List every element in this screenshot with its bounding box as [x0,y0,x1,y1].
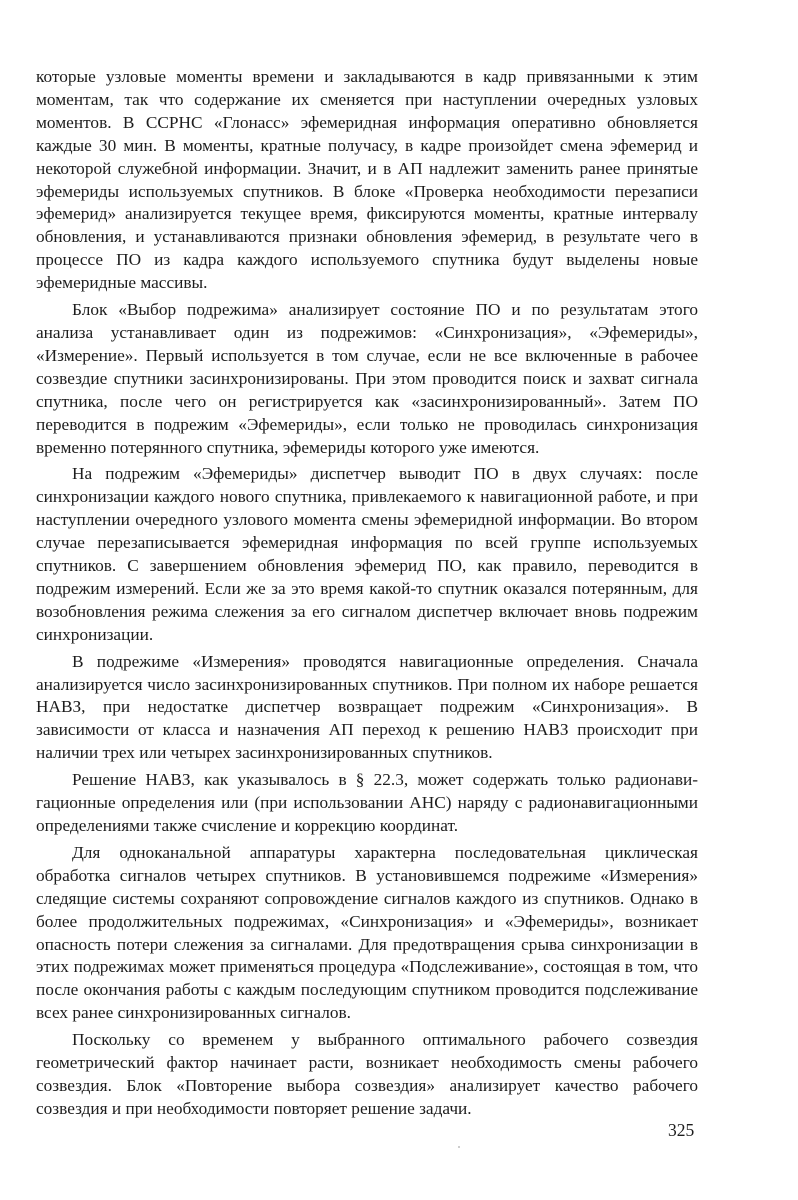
paragraph-mode-selection: Блок «Выбор подрежима» анализирует состояние ПО и по результатам этого анализа устанавливает один из подрежимов: «Синхронизация», «Эфемериды», «Измерение». Первый используется в том случае, если не все включенные в рабочее созвездие спутники засинхронизированы. При этом проводится поиск и захват сигнала спутника, после чего он регистрируется как «засинхронизированный». Затем ПО переводится в подрежим «Эфемериды», если только не проводилась синхронизация временно потерянного спутника, эфемериды которого уже имеются. [36,300,698,457]
scan-speck [458,1146,460,1148]
paragraph-ephemeris-mode: На подрежим «Эфемериды» диспетчер выводит ПО в двух случаях: после синхронизации каждого нового спутника, привлекаемого к навигационной работе, и при наступлении очередного узлового момента смены эфемеридной информации. Во втором случае перезаписывается эфемеридная информация по всей группе используемых спутников. С завершением обновления эфемерид ПО, как правило, переводится в подрежим измерений. Если же за это время какой-то спутник оказался потерянным, для возобновления режима слежения за его сигналом диспетчер включает вновь подрежим синхронизации. [36,464,698,644]
paragraph-constellation-repeat: Поскольку со временем у выбранного оптимального рабочего созвездия геометрический фактор начинает расти, возникает необходимость смены рабочего созвездия. Блок «Повторение выбора созвездия» анализирует качество рабочего созвездия и при необходимости повторяет решение задачи. [36,1030,698,1118]
page-body [36,66,698,1121]
paragraph-single-channel: Для одноканальной аппаратуры характерна последовательная циклическая обработка сигналов четырех спутников. В установившемся подрежиме «Измерения» следящие системы сохраняют сопровождение сигналов каждого из спутников. Однако в более продолжительных подрежимах, «Синхронизация» и «Эфемериды», возникает опасность потери слежения за сигналами. Для предотвращения срыва синхронизации в этих подрежимах может применяться процедура «Подслеживание», состоящая в том, что после окончания работы с каждым последующим спутником проводится подслеживание всех ранее синхронизированных сигналов. [36,842,698,1023]
paragraph-ephemeris-update: которые узловые моменты времени и закладываются в кадр привязанными к этим моментам, так что содержание их сменяется при наступлении очередных узловых моментов. В ССРНС «Глонасс» эфемеридная информация оперативно обновляется каждые 30 мин. В моменты, кратные получасу, в кадре произойдет смена эфемерид и некоторой служебной информации. Значит, и в АП надлежит заменить ранее принятые эфемериды используемых спутников. В блоке «Проверка необходимости перезаписи эфемерид» анализируется текущее время, фиксируются моменты, кратные интервалу обновления, и устанавливаются признаки обновления эфемерид, в результате чего в процессе ПО из кадра каждого используемого спутника будут выделены новые эфемеридные массивы. [36,67,698,293]
page-number: 325 [668,1120,695,1140]
paragraph-navz-solution: Решение НАВЗ, как указывалось в § 22.3, может содержать только радионавигационные определения или (при использовании АНС) наряду с радионавигационными определениями также счисление и коррекцию координат. [36,770,698,835]
paragraph-measurement-mode: В подрежиме «Измерения» проводятся навигационные определения. Сначала анализируется число засинхронизированных спутников. При полном их наборе решается НАВЗ, при недостатке диспетчер возвращает подрежим «Синхронизация». В зависимости от класса и назначения АП переход к решению НАВЗ происходит при наличии трех или четырех засинхронизированных спутников. [36,651,698,763]
